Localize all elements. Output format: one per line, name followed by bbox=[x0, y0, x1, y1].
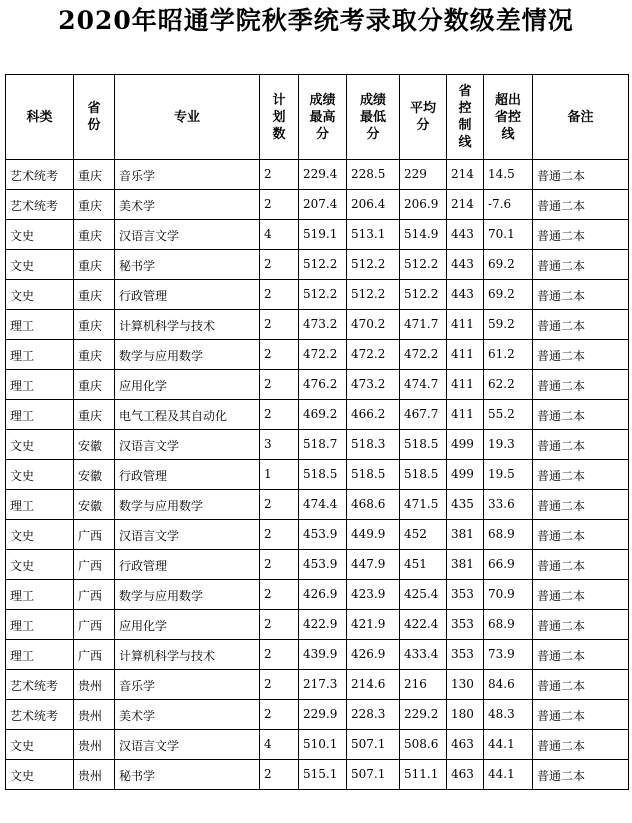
cell-category: 艺术统考 bbox=[6, 670, 74, 700]
page-title: 2020年昭通学院秋季统考录取分数级差情况 bbox=[58, 6, 574, 35]
cell-above-line: 62.2 bbox=[484, 370, 533, 400]
cell-remark: 普通二本 bbox=[533, 730, 629, 760]
cell-province: 重庆 bbox=[74, 220, 115, 250]
cell-plan-count: 2 bbox=[260, 400, 299, 430]
cell-province: 安徽 bbox=[74, 430, 115, 460]
cell-max-score: 229.9 bbox=[299, 700, 347, 730]
column-header-category bbox=[6, 75, 74, 160]
cell-category: 文史 bbox=[6, 760, 74, 790]
cell-major: 美术学 bbox=[115, 700, 260, 730]
cell-above-line: 19.3 bbox=[484, 430, 533, 460]
cell-max-score: 519.1 bbox=[299, 220, 347, 250]
table-row bbox=[6, 370, 629, 400]
cell-min-score: 512.2 bbox=[347, 280, 400, 310]
cell-major: 汉语言文学 bbox=[115, 220, 260, 250]
cell-avg-score: 511.1 bbox=[400, 760, 447, 790]
column-header-line: 数 bbox=[272, 126, 286, 142]
cell-control-line: 214 bbox=[447, 190, 484, 220]
cell-max-score: 518.7 bbox=[299, 430, 347, 460]
column-header-line: 超出 bbox=[494, 92, 521, 108]
table-row bbox=[6, 400, 629, 430]
cell-min-score: 470.2 bbox=[347, 310, 400, 340]
cell-plan-count: 2 bbox=[260, 550, 299, 580]
cell-min-score: 449.9 bbox=[347, 520, 400, 550]
cell-remark: 普通二本 bbox=[533, 220, 629, 250]
cell-min-score: 468.6 bbox=[347, 490, 400, 520]
cell-avg-score: 518.5 bbox=[400, 460, 447, 490]
cell-province: 重庆 bbox=[74, 310, 115, 340]
column-header-line: 备注 bbox=[567, 109, 594, 125]
column-header-line: 成绩 bbox=[309, 92, 336, 108]
table-row bbox=[6, 670, 629, 700]
cell-category: 理工 bbox=[6, 310, 74, 340]
cell-major: 汉语言文学 bbox=[115, 730, 260, 760]
cell-province: 贵州 bbox=[74, 670, 115, 700]
column-header-line: 省控 bbox=[494, 109, 521, 125]
cell-min-score: 507.1 bbox=[347, 760, 400, 790]
cell-min-score: 421.9 bbox=[347, 610, 400, 640]
table-row bbox=[6, 760, 629, 790]
column-header-line: 省 bbox=[458, 84, 472, 99]
cell-avg-score: 471.7 bbox=[400, 310, 447, 340]
column-header-line: 省 bbox=[87, 101, 101, 116]
cell-category: 理工 bbox=[6, 400, 74, 430]
cell-remark: 普通二本 bbox=[533, 610, 629, 640]
cell-plan-count: 2 bbox=[260, 250, 299, 280]
cell-major: 音乐学 bbox=[115, 670, 260, 700]
cell-control-line: 499 bbox=[447, 430, 484, 460]
cell-min-score: 423.9 bbox=[347, 580, 400, 610]
table-row bbox=[6, 550, 629, 580]
cell-plan-count: 2 bbox=[260, 160, 299, 190]
cell-plan-count: 2 bbox=[260, 670, 299, 700]
cell-max-score: 453.9 bbox=[299, 520, 347, 550]
cell-major: 应用化学 bbox=[115, 610, 260, 640]
cell-avg-score: 451 bbox=[400, 550, 447, 580]
table-row bbox=[6, 610, 629, 640]
column-header-plan-count bbox=[260, 75, 299, 160]
cell-min-score: 426.9 bbox=[347, 640, 400, 670]
cell-plan-count: 2 bbox=[260, 190, 299, 220]
cell-above-line: 69.2 bbox=[484, 280, 533, 310]
cell-plan-count: 3 bbox=[260, 430, 299, 460]
cell-major: 电气工程及其自动化 bbox=[115, 400, 260, 430]
cell-category: 理工 bbox=[6, 490, 74, 520]
column-header-line: 份 bbox=[87, 118, 101, 133]
column-header-line: 最低 bbox=[359, 109, 386, 125]
cell-category: 文史 bbox=[6, 250, 74, 280]
cell-plan-count: 2 bbox=[260, 490, 299, 520]
table-row bbox=[6, 310, 629, 340]
cell-above-line: 73.9 bbox=[484, 640, 533, 670]
cell-control-line: 381 bbox=[447, 550, 484, 580]
column-header-line: 划 bbox=[272, 109, 286, 125]
cell-major: 应用化学 bbox=[115, 370, 260, 400]
cell-avg-score: 229 bbox=[400, 160, 447, 190]
cell-max-score: 229.4 bbox=[299, 160, 347, 190]
cell-min-score: 206.4 bbox=[347, 190, 400, 220]
cell-min-score: 507.1 bbox=[347, 730, 400, 760]
cell-max-score: 207.4 bbox=[299, 190, 347, 220]
cell-remark: 普通二本 bbox=[533, 760, 629, 790]
cell-remark: 普通二本 bbox=[533, 640, 629, 670]
cell-major: 数学与应用数学 bbox=[115, 580, 260, 610]
cell-plan-count: 4 bbox=[260, 730, 299, 760]
cell-control-line: 130 bbox=[447, 670, 484, 700]
cell-plan-count: 2 bbox=[260, 640, 299, 670]
table-row bbox=[6, 190, 629, 220]
cell-min-score: 472.2 bbox=[347, 340, 400, 370]
column-header-line: 计 bbox=[272, 92, 286, 108]
cell-max-score: 474.4 bbox=[299, 490, 347, 520]
cell-category: 理工 bbox=[6, 610, 74, 640]
table-row bbox=[6, 220, 629, 250]
cell-max-score: 512.2 bbox=[299, 250, 347, 280]
cell-major: 行政管理 bbox=[115, 550, 260, 580]
cell-remark: 普通二本 bbox=[533, 250, 629, 280]
cell-avg-score: 472.2 bbox=[400, 340, 447, 370]
cell-category: 艺术统考 bbox=[6, 160, 74, 190]
cell-control-line: 463 bbox=[447, 760, 484, 790]
cell-max-score: 217.3 bbox=[299, 670, 347, 700]
cell-plan-count: 2 bbox=[260, 370, 299, 400]
cell-avg-score: 467.7 bbox=[400, 400, 447, 430]
cell-province: 重庆 bbox=[74, 280, 115, 310]
cell-major: 行政管理 bbox=[115, 280, 260, 310]
cell-remark: 普通二本 bbox=[533, 190, 629, 220]
column-header-control-line bbox=[447, 75, 484, 160]
cell-plan-count: 2 bbox=[260, 610, 299, 640]
cell-major: 计算机科学与技术 bbox=[115, 310, 260, 340]
cell-min-score: 513.1 bbox=[347, 220, 400, 250]
cell-control-line: 214 bbox=[447, 160, 484, 190]
cell-min-score: 228.5 bbox=[347, 160, 400, 190]
cell-avg-score: 229.2 bbox=[400, 700, 447, 730]
cell-above-line: 68.9 bbox=[484, 520, 533, 550]
column-header-avg-score bbox=[400, 75, 447, 160]
cell-above-line: 70.9 bbox=[484, 580, 533, 610]
cell-max-score: 515.1 bbox=[299, 760, 347, 790]
cell-major: 汉语言文学 bbox=[115, 520, 260, 550]
cell-major: 美术学 bbox=[115, 190, 260, 220]
cell-remark: 普通二本 bbox=[533, 310, 629, 340]
cell-remark: 普通二本 bbox=[533, 580, 629, 610]
table-body bbox=[6, 160, 629, 790]
cell-max-score: 473.2 bbox=[299, 310, 347, 340]
cell-province: 重庆 bbox=[74, 370, 115, 400]
cell-avg-score: 422.4 bbox=[400, 610, 447, 640]
cell-remark: 普通二本 bbox=[533, 370, 629, 400]
cell-remark: 普通二本 bbox=[533, 160, 629, 190]
cell-remark: 普通二本 bbox=[533, 400, 629, 430]
cell-avg-score: 474.7 bbox=[400, 370, 447, 400]
cell-above-line: 59.2 bbox=[484, 310, 533, 340]
cell-plan-count: 2 bbox=[260, 310, 299, 340]
cell-category: 文史 bbox=[6, 460, 74, 490]
cell-remark: 普通二本 bbox=[533, 460, 629, 490]
column-header-line: 平均 bbox=[409, 101, 436, 116]
table-row bbox=[6, 640, 629, 670]
table-row bbox=[6, 250, 629, 280]
column-header-province bbox=[74, 75, 115, 160]
cell-plan-count: 2 bbox=[260, 760, 299, 790]
cell-plan-count: 4 bbox=[260, 220, 299, 250]
cell-avg-score: 471.5 bbox=[400, 490, 447, 520]
column-header-min-score bbox=[347, 75, 400, 160]
cell-major: 行政管理 bbox=[115, 460, 260, 490]
column-header-line: 专业 bbox=[173, 109, 200, 125]
cell-min-score: 518.5 bbox=[347, 460, 400, 490]
table-row bbox=[6, 520, 629, 550]
cell-above-line: 19.5 bbox=[484, 460, 533, 490]
cell-plan-count: 2 bbox=[260, 520, 299, 550]
cell-category: 理工 bbox=[6, 370, 74, 400]
cell-above-line: 14.5 bbox=[484, 160, 533, 190]
cell-control-line: 353 bbox=[447, 610, 484, 640]
cell-province: 重庆 bbox=[74, 250, 115, 280]
cell-province: 重庆 bbox=[74, 160, 115, 190]
column-header-line: 线 bbox=[501, 126, 515, 142]
cell-province: 广西 bbox=[74, 640, 115, 670]
cell-control-line: 381 bbox=[447, 520, 484, 550]
cell-plan-count: 2 bbox=[260, 580, 299, 610]
cell-province: 广西 bbox=[74, 520, 115, 550]
table-row bbox=[6, 280, 629, 310]
cell-avg-score: 512.2 bbox=[400, 250, 447, 280]
cell-province: 重庆 bbox=[74, 190, 115, 220]
cell-avg-score: 518.5 bbox=[400, 430, 447, 460]
cell-remark: 普通二本 bbox=[533, 280, 629, 310]
cell-control-line: 499 bbox=[447, 460, 484, 490]
cell-major: 音乐学 bbox=[115, 160, 260, 190]
cell-control-line: 411 bbox=[447, 310, 484, 340]
column-header-line: 分 bbox=[416, 118, 430, 133]
table-row bbox=[6, 730, 629, 760]
cell-avg-score: 433.4 bbox=[400, 640, 447, 670]
cell-major: 数学与应用数学 bbox=[115, 340, 260, 370]
cell-province: 安徽 bbox=[74, 460, 115, 490]
cell-control-line: 411 bbox=[447, 400, 484, 430]
cell-avg-score: 425.4 bbox=[400, 580, 447, 610]
cell-above-line: 68.9 bbox=[484, 610, 533, 640]
cell-major: 汉语言文学 bbox=[115, 430, 260, 460]
cell-above-line: 44.1 bbox=[484, 760, 533, 790]
cell-province: 广西 bbox=[74, 550, 115, 580]
cell-above-line: 84.6 bbox=[484, 670, 533, 700]
table-row bbox=[6, 490, 629, 520]
cell-plan-count: 1 bbox=[260, 460, 299, 490]
cell-max-score: 510.1 bbox=[299, 730, 347, 760]
cell-avg-score: 514.9 bbox=[400, 220, 447, 250]
cell-above-line: 66.9 bbox=[484, 550, 533, 580]
table-row bbox=[6, 700, 629, 730]
cell-remark: 普通二本 bbox=[533, 550, 629, 580]
cell-remark: 普通二本 bbox=[533, 340, 629, 370]
cell-control-line: 435 bbox=[447, 490, 484, 520]
table-row bbox=[6, 340, 629, 370]
cell-above-line: 61.2 bbox=[484, 340, 533, 370]
column-header-line: 成绩 bbox=[359, 92, 386, 108]
column-header-line: 制 bbox=[458, 118, 472, 133]
cell-category: 文史 bbox=[6, 220, 74, 250]
cell-max-score: 426.9 bbox=[299, 580, 347, 610]
cell-major: 秘书学 bbox=[115, 760, 260, 790]
cell-category: 艺术统考 bbox=[6, 700, 74, 730]
cell-major: 数学与应用数学 bbox=[115, 490, 260, 520]
cell-above-line: 48.3 bbox=[484, 700, 533, 730]
cell-avg-score: 206.9 bbox=[400, 190, 447, 220]
cell-max-score: 472.2 bbox=[299, 340, 347, 370]
cell-major: 计算机科学与技术 bbox=[115, 640, 260, 670]
admission-score-table bbox=[5, 74, 629, 790]
cell-control-line: 443 bbox=[447, 250, 484, 280]
cell-category: 文史 bbox=[6, 520, 74, 550]
cell-province: 安徽 bbox=[74, 490, 115, 520]
cell-above-line: 44.1 bbox=[484, 730, 533, 760]
cell-control-line: 443 bbox=[447, 220, 484, 250]
cell-category: 文史 bbox=[6, 430, 74, 460]
cell-max-score: 469.2 bbox=[299, 400, 347, 430]
cell-min-score: 466.2 bbox=[347, 400, 400, 430]
cell-province: 广西 bbox=[74, 580, 115, 610]
cell-category: 理工 bbox=[6, 340, 74, 370]
cell-province: 重庆 bbox=[74, 340, 115, 370]
cell-major: 秘书学 bbox=[115, 250, 260, 280]
cell-avg-score: 508.6 bbox=[400, 730, 447, 760]
table-row bbox=[6, 460, 629, 490]
cell-province: 重庆 bbox=[74, 400, 115, 430]
table-row bbox=[6, 430, 629, 460]
cell-plan-count: 2 bbox=[260, 700, 299, 730]
column-header-line: 线 bbox=[458, 135, 472, 150]
cell-max-score: 422.9 bbox=[299, 610, 347, 640]
column-header-line: 科类 bbox=[26, 109, 53, 125]
cell-remark: 普通二本 bbox=[533, 520, 629, 550]
column-header-max-score bbox=[299, 75, 347, 160]
cell-remark: 普通二本 bbox=[533, 700, 629, 730]
cell-above-line: 69.2 bbox=[484, 250, 533, 280]
cell-remark: 普通二本 bbox=[533, 670, 629, 700]
table-row bbox=[6, 160, 629, 190]
cell-plan-count: 2 bbox=[260, 280, 299, 310]
cell-max-score: 439.9 bbox=[299, 640, 347, 670]
cell-remark: 普通二本 bbox=[533, 430, 629, 460]
column-header-line: 控 bbox=[458, 101, 472, 116]
cell-province: 广西 bbox=[74, 610, 115, 640]
cell-avg-score: 216 bbox=[400, 670, 447, 700]
cell-min-score: 473.2 bbox=[347, 370, 400, 400]
cell-max-score: 512.2 bbox=[299, 280, 347, 310]
cell-above-line: 33.6 bbox=[484, 490, 533, 520]
column-header-major bbox=[115, 75, 260, 160]
cell-control-line: 411 bbox=[447, 370, 484, 400]
cell-control-line: 353 bbox=[447, 580, 484, 610]
column-header-line: 分 bbox=[315, 126, 329, 142]
cell-remark: 普通二本 bbox=[533, 490, 629, 520]
cell-control-line: 180 bbox=[447, 700, 484, 730]
cell-plan-count: 2 bbox=[260, 340, 299, 370]
cell-province: 贵州 bbox=[74, 730, 115, 760]
cell-min-score: 518.3 bbox=[347, 430, 400, 460]
cell-min-score: 447.9 bbox=[347, 550, 400, 580]
cell-max-score: 453.9 bbox=[299, 550, 347, 580]
column-header-above-line bbox=[484, 75, 533, 160]
cell-above-line: -7.6 bbox=[484, 190, 533, 220]
cell-control-line: 353 bbox=[447, 640, 484, 670]
cell-control-line: 463 bbox=[447, 730, 484, 760]
cell-category: 理工 bbox=[6, 580, 74, 610]
cell-category: 文史 bbox=[6, 280, 74, 310]
column-header-line: 最高 bbox=[309, 109, 336, 125]
cell-above-line: 55.2 bbox=[484, 400, 533, 430]
cell-province: 贵州 bbox=[74, 700, 115, 730]
cell-above-line: 70.1 bbox=[484, 220, 533, 250]
cell-max-score: 518.5 bbox=[299, 460, 347, 490]
cell-province: 贵州 bbox=[74, 760, 115, 790]
column-header-remark bbox=[533, 75, 629, 160]
cell-avg-score: 452 bbox=[400, 520, 447, 550]
cell-category: 艺术统考 bbox=[6, 190, 74, 220]
table-header-row bbox=[6, 75, 629, 160]
cell-min-score: 228.3 bbox=[347, 700, 400, 730]
cell-max-score: 476.2 bbox=[299, 370, 347, 400]
cell-control-line: 411 bbox=[447, 340, 484, 370]
cell-category: 理工 bbox=[6, 640, 74, 670]
cell-min-score: 512.2 bbox=[347, 250, 400, 280]
cell-category: 文史 bbox=[6, 550, 74, 580]
table-row bbox=[6, 580, 629, 610]
column-header-line: 分 bbox=[366, 126, 380, 142]
cell-avg-score: 512.2 bbox=[400, 280, 447, 310]
cell-control-line: 443 bbox=[447, 280, 484, 310]
cell-category: 文史 bbox=[6, 730, 74, 760]
cell-min-score: 214.6 bbox=[347, 670, 400, 700]
